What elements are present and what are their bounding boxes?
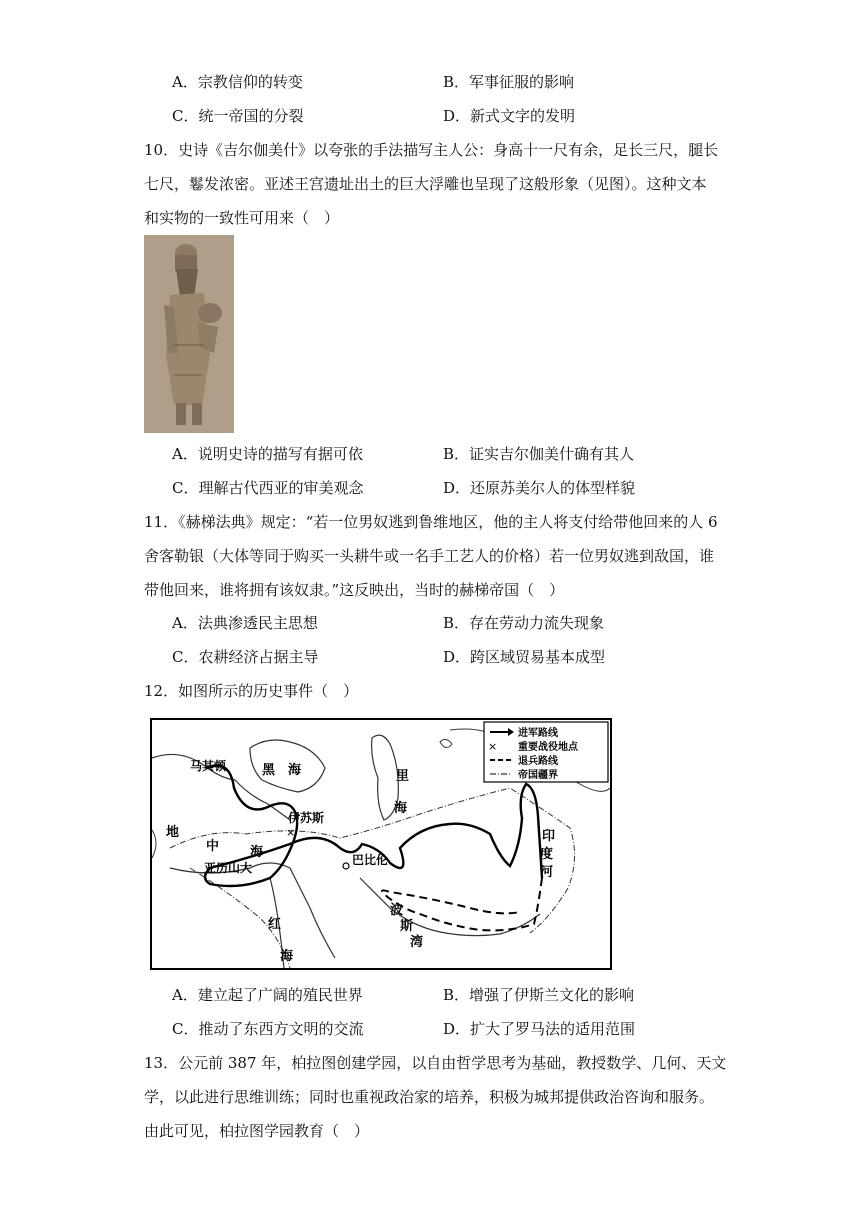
q12-option-a: A．建立起了广阔的殖民世界 [172, 986, 363, 1004]
q9-option-a: A．宗教信仰的转变 [172, 73, 303, 91]
q11-stem-line-2: 舍客勒银（大体等同于购买一头耕牛或一名手工艺人的价格）若一位男奴逃到敌国，谁 [144, 547, 715, 565]
q10-option-b: B．证实吉尔伽美什确有其人 [443, 445, 635, 463]
label-yin: 印 [542, 829, 556, 844]
label-black: 黑 [262, 763, 276, 778]
label-issus: 伊苏斯 [288, 811, 325, 825]
label-hong: 红 [268, 917, 282, 932]
q10-option-a: A．说明史诗的描写有据可依 [172, 445, 363, 463]
q11-option-d: D．跨区域贸易基本成型 [443, 648, 606, 666]
label-he: 河 [540, 865, 554, 880]
q9-option-b: B．军事征服的影响 [443, 73, 575, 91]
q10-stem-line-3: 和实物的一致性可用来（ ） [144, 209, 340, 227]
q9-option-d: D．新式文字的发明 [443, 107, 576, 125]
label-du: 度 [540, 847, 554, 862]
label-si: 斯 [400, 919, 414, 934]
legend-retreat-route: 退兵路线 [518, 756, 558, 767]
q13-stem-line-2: 学，以此进行思维训练；同时也重视政治家的培养，积极为城邦提供政治咨询和服务。 [144, 1088, 715, 1106]
label-di: 地 [166, 825, 180, 840]
label-caspian-sea: 海 [394, 801, 408, 816]
svg-text:×: × [488, 740, 498, 753]
label-alexandria: 亚历山大 [204, 861, 253, 875]
q10-stem-line-2: 七尺，鬈发浓密。亚述王宫遗址出土的巨大浮雕也呈现了这般形象（见图）。这种文本 [144, 175, 707, 193]
q11-option-c: C．农耕经济占据主导 [172, 648, 319, 666]
q11-option-a: A．法典渗透民主思想 [172, 614, 318, 632]
label-babylon: 巴比伦 [352, 853, 389, 867]
q11-stem-line-1: 11．《赫梯法典》规定：“若一位男奴逃到鲁维地区，他的主人将支付给带他回来的人 6 [144, 513, 718, 531]
label-caspian: 里 [396, 769, 410, 784]
q10-option-c: C．理解古代西亚的审美观念 [172, 479, 364, 497]
q12-option-b: B．增强了伊斯兰文化的影响 [443, 986, 635, 1004]
q10-option-d: D．还原苏美尔人的体型样貌 [443, 479, 636, 497]
label-bo: 波 [390, 903, 404, 918]
q12-stem-line-1: 12．如图所示的历史事件（ ） [144, 682, 359, 700]
q11-stem-line-3: 带他回来，谁将拥有该奴隶。”这反映出，当时的赫梯帝国（ ） [144, 581, 565, 599]
svg-text:×: × [286, 826, 296, 839]
q11-option-b: B．存在劳动力流失现象 [443, 614, 605, 632]
label-black-sea: 海 [288, 763, 302, 778]
legend-battle-site: 重要战役地点 [518, 742, 578, 753]
q13-stem-line-1: 13．公元前 387 年，柏拉图创建学园，以自由哲学思考为基础，教授数学、几何、天文 [144, 1054, 727, 1072]
q9-option-c: C．统一帝国的分裂 [172, 107, 304, 125]
label-wan: 湾 [410, 935, 424, 950]
label-mediterranean-sea: 海 [250, 845, 264, 860]
label-red-sea: 海 [280, 949, 294, 964]
label-zhong: 中 [206, 839, 220, 854]
gilgamesh-relief-image [144, 235, 234, 433]
q13-stem-line-3: 由此可见，柏拉图学园教育（ ） [144, 1122, 370, 1140]
legend-advance-route: 进军路线 [518, 728, 558, 739]
q10-stem-line-1: 10．史诗《吉尔伽美什》以夸张的手法描写主人公：身高十一尺有余，足长三尺，腿长 [144, 141, 719, 159]
legend-empire-border: 帝国疆界 [518, 770, 558, 781]
alexander-campaign-map [150, 718, 612, 970]
q12-option-d: D．扩大了罗马法的适用范围 [443, 1020, 636, 1038]
label-macedonia: 马其顿 [190, 759, 227, 773]
q12-option-c: C．推动了东西方文明的交流 [172, 1020, 364, 1038]
